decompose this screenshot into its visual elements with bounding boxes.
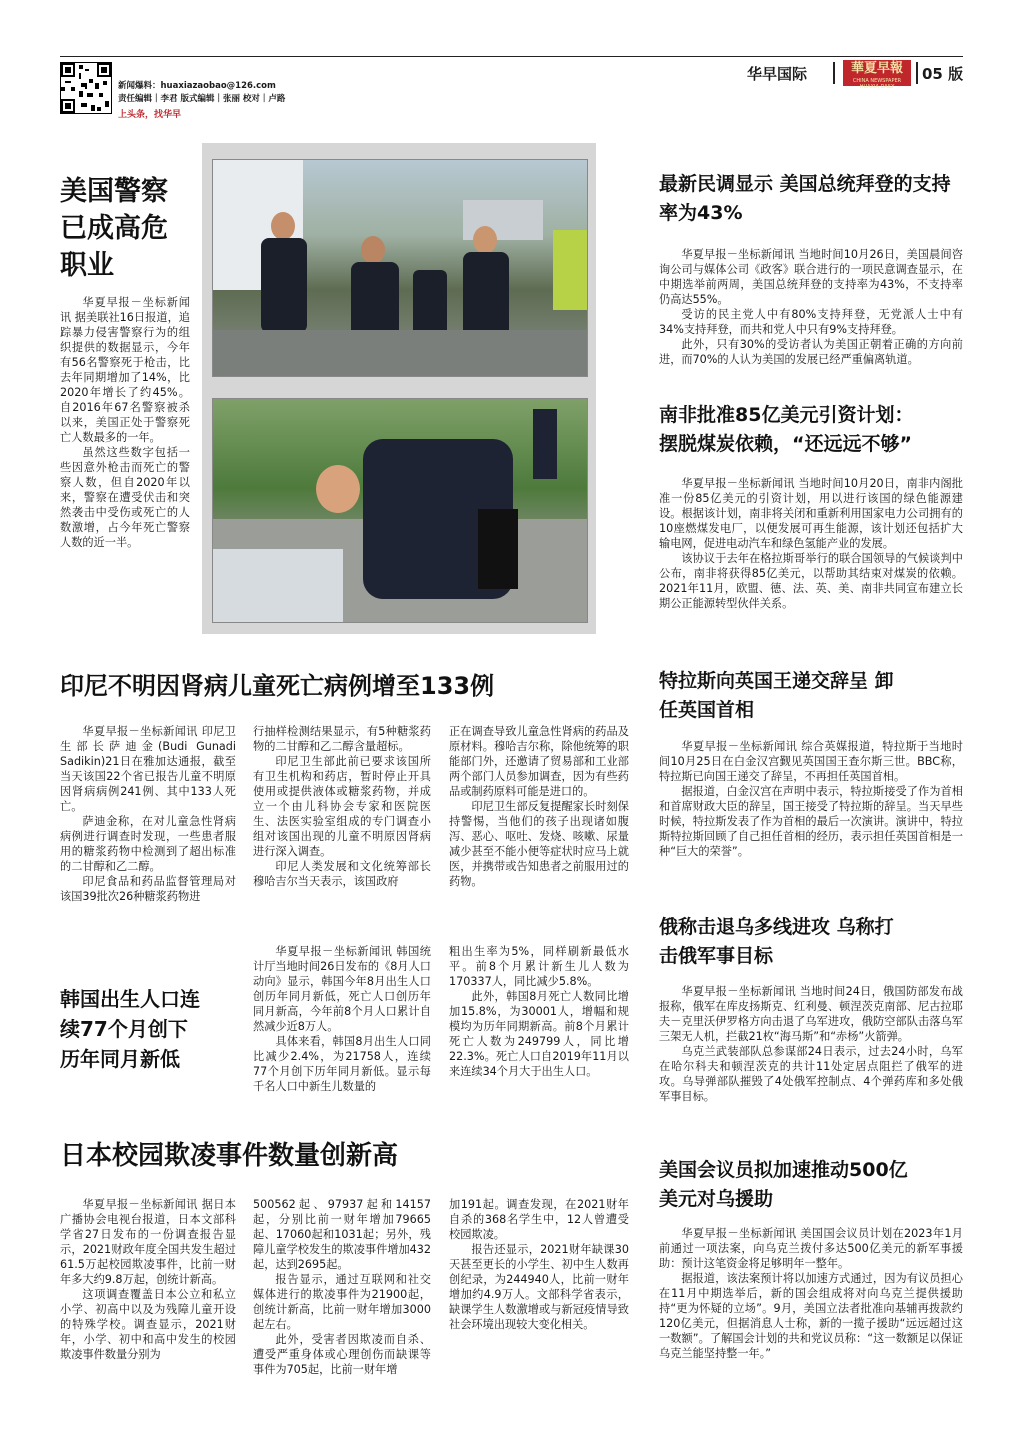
paragraph: 虽然这些数字包括一些因意外枪击而死亡的警察人数，但自2020年以来，警察在遭受伏击和突然袭击中受伤或死亡的人数激增，占今年死亡警察人数的近一半。 (60, 446, 190, 549)
paragraph: 华夏早报－坐标新闻讯 当地时间10月26日，美国晨间咨询公司与媒体公司《政客》联合进行的一项民意调查显示，在中期选举前两周，美国总统拜登的支持率为43%，不支持率仍高达55%。 (659, 248, 963, 306)
paragraph: 这项调查覆盖日本公立和私立小学、初高中以及为残障儿童开设的特殊学校。调查显示，2021财年，小学、初中和高中发生的校园欺凌事件数量分别为 (60, 1288, 236, 1361)
headline-line: 摆脱煤炭依赖，“还远远不够” (659, 433, 912, 455)
headline-japan: 日本校园欺凌事件数量创新高 (60, 1141, 399, 1171)
paragraph: 乌克兰武装部队总参谋部24日表示，过去24小时，乌军在哈尔科夫和顿涅茨克的共计11处定居点阻拦了俄军的进攻。乌导弹部队摧毁了4处俄军控制点、4个弹药库和多处俄军事目标。 (659, 1045, 963, 1103)
qr-code (60, 62, 112, 114)
paragraph: 具体来看，韩国8月出生人口同比减少2.4%，为21758人，连续77个月创下历年同月新低。显示每千名人口中新生儿数量的 (253, 1035, 431, 1093)
headline-congress (659, 1156, 969, 1214)
article-indonesia-col3 (449, 724, 629, 889)
paragraph: 据报道，该法案预计将以加速方式通过，因为有议员担心在11月中期选举后，新的国会组成将对向乌克兰提供援助持“更为怀疑的立场”。9月，美国立法者批准向基辅再拨款约120亿美元，但据消息人士称，新的一揽子援助“远远超过这一数额”。了解国会计划的共和党议员称：“这一数额足以保证乌克兰能坚持整一年。” (659, 1272, 963, 1360)
paragraph: 正在调查导致儿童急性肾病的药品及原材料。穆哈吉尔称，除他统筹的职能部门外，还邀请了贸易部和工业部两个部门人员参加调查，因为有些药品或制药原料可能是进口的。 (449, 725, 629, 798)
paragraph: 萨迪金称，在对儿童急性肾病病例进行调查时发现，一些患者服用的糖浆药物中检测到了超出标准的二甘醇和乙二醇。 (60, 815, 236, 873)
paragraph: 华夏早报－坐标新闻讯 美国国会议员计划在2023年1月前通过一项法案，向乌克兰拨付多达500亿美元的新军事援助：预计这笔资金将足够明年一整年。 (659, 1227, 963, 1270)
article-japan-col1 (60, 1197, 236, 1362)
headline-line: 美国会议员拟加速推动500亿 (659, 1159, 908, 1181)
headline-line: 俄称击退乌多线进攻 乌称打 (659, 916, 894, 938)
paragraph: 印尼食品和药品监督管理局对该国39批次26种糖浆药物进 (60, 875, 236, 903)
masthead-contact: 新闻爆料：huaxiazaobao@126.com (118, 81, 276, 91)
paragraph: 行抽样检测结果显示，有5种糖浆药物的二甘醇和乙二醇含量超标。 (253, 725, 431, 753)
article-japan-col2 (253, 1197, 431, 1377)
paragraph: 粗出生率为5%，同样刷新最低水平。前8个月累计新生儿人数为170337人，同比减少5.8%。 (449, 945, 629, 988)
article-poll (659, 247, 963, 367)
paragraph: 华夏早报－坐标新闻讯 韩国统计厅当地时间26日发布的《8月人口动向》显示，韩国今年8月出生人口创历年同月新低，死亡人口创历年同月新高，今年前8个月人口累计自然减少近8万人。 (253, 945, 431, 1033)
headline-indonesia: 印尼不明因肾病儿童死亡病例增至133例 (60, 672, 495, 700)
headline-line: 续77个月创下 (60, 1017, 188, 1041)
newspaper-logo: 華夏早報 (843, 60, 911, 86)
paragraph: 此外，韩国8月死亡人数同比增加15.8%，为30001人，增幅和规模均为历年同期新高。前8个月累计死亡人数为249799人，同比增22.3%。死亡人口自2019年11月以来连续34个月大于出生人口。 (449, 990, 629, 1078)
paragraph: 印尼人类发展和文化统筹部长穆哈吉尔当天表示，该国政府 (253, 860, 431, 888)
article-indonesia-col1 (60, 724, 236, 904)
headline-line: 任英国首相 (659, 699, 755, 721)
headline-line: 美元对乌援助 (659, 1188, 774, 1210)
headline-line: 南非批准85亿美元引资计划： (659, 404, 914, 426)
article-congress (659, 1226, 963, 1361)
top-rule (60, 56, 963, 57)
paragraph: 华夏早报－坐标新闻讯 据美联社16日报道，追踪暴力侵害警察行为的组织提供的数据显示，今年有56名警察死于枪击，比去年同期增加了14%，比2020年增长了约45%。自2016年67名警察被杀以来，美国正处于警察死亡人数最多的一年。 (60, 296, 190, 444)
paragraph: 华夏早报－坐标新闻讯 当地时间24日，俄国防部发布战报称，俄军在库皮扬斯克、红利曼、顿涅茨克南部、尼古拉耶夫－克里沃伊罗格方向击退了乌军进攻，俄防空部队击落乌军三架无人机，拦截21枚“海马斯”和“赤杨”火箭弹。 (659, 985, 963, 1043)
article-indonesia-col2 (253, 724, 431, 889)
headline-line: 韩国出生人口连 (60, 987, 200, 1011)
paragraph: 华夏早报－坐标新闻讯 据日本广播协会电视台报道，日本文部科学省27日发布的一份调查报告显示，2021财政年度全国共发生超过61.5万起校园欺凌事件，比前一财年多大约9.8万起，创统计新高。 (60, 1198, 236, 1286)
paragraph: 华夏早报－坐标新闻讯 印尼卫生部长萨迪金(Budi Gunadi Sadikin)21日在雅加达通报，截至当天该国22个省已报告儿童不明原因肾病病例241例、其中133人死亡。 (60, 725, 236, 813)
headline-south-africa (659, 401, 979, 459)
headline-line: 击俄军事目标 (659, 945, 774, 967)
page-number: 05 版 (922, 65, 964, 83)
article-korea-col2 (449, 944, 629, 1079)
paragraph: 加191起。调查发现，在2021财年自杀的368名学生中，12人曾遭受校园欺凌。 (449, 1198, 629, 1241)
article-japan-col3 (449, 1197, 629, 1332)
headline-line: 特拉斯向英国王递交辞呈 卸 (659, 670, 894, 692)
police-officer-at-car-photo (212, 398, 588, 623)
headline-police: 美国警察已成高危职业 (60, 176, 168, 281)
masthead-slogan: 上头条，找华早 (118, 110, 182, 120)
paragraph: 报告还显示，2021财年缺课30天甚至更长的小学生、初中生人数再创纪录，为244940人，比前一财年增加约4.9万人。文部科学省表示，缺课学生人数激增或与新冠疫情导致社会环境出现较大变化相关。 (449, 1243, 629, 1331)
paragraph: 华夏早报－坐标新闻讯 当地时间10月20日，南非内阁批准一份85亿美元的引资计划，用以进行该国的绿色能源建设。根据该计划，南非将关闭和重新利用国家电力公司拥有的10座燃煤发电厂，以便发展可再生能源，该计划还包括扩大输电网，促进电动汽车和绿色氢能产业的发展。 (659, 477, 963, 550)
headline-ukraine (659, 913, 969, 971)
headline-korea (60, 984, 250, 1074)
paragraph: 此外，受害者因欺凌而自杀、遭受严重身体或心理创伤而缺课等事件为705起，比前一财年增 (253, 1333, 431, 1376)
section-name: 华早国际 (747, 65, 808, 83)
paragraph: 此外，只有30%的受访者认为美国正朝着正确的方向前进，而70%的人认为美国的发展已经严重偏离轨道。 (659, 338, 963, 366)
headline-poll: 最新民调显示 美国总统拜登的支持率为43% (659, 173, 951, 224)
paragraph: 受访的民主党人中有80%支持拜登，无党派人士中有34%支持拜登，而共和党人中只有9%支持拜登。 (659, 308, 963, 336)
divider (833, 62, 835, 84)
paragraph: 该协议于去年在格拉斯哥举行的联合国领导的气候谈判中公布，南非将获得85亿美元，以帮助其结束对煤炭的依赖。2021年11月，欧盟、德、法、英、美、南非共同宣布建立长期公正能源转型伙伴关系。 (659, 552, 963, 610)
masthead-editors: 责任编辑｜李君 版式编辑｜张丽 校对｜卢路 (118, 94, 286, 104)
paragraph: 报告显示，通过互联网和社交媒体进行的欺凌事件为21900起，创统计新高，比前一财年增加3000起左右。 (253, 1273, 431, 1331)
paragraph: 华夏早报－坐标新闻讯 综合英媒报道，特拉斯于当地时间10月25日在白金汉宫觐见英国国王查尔斯三世。BBC称，特拉斯已向国王递交了辞呈，不再担任英国首相。 (659, 740, 963, 783)
article-truss (659, 739, 963, 859)
article-korea-col1 (253, 944, 431, 1094)
police-officers-walking-photo (212, 159, 588, 377)
article-ukraine (659, 984, 963, 1104)
paragraph: 印尼卫生部此前已要求该国所有卫生机构和药店，暂时停止开具使用或提供液体或糖浆药物，并成立一个由儿科协会专家和医院医生、法医实验室组成的专门调查小组对该国出现的儿童不明原因肾病进行深入调查。 (253, 755, 431, 858)
headline-line: 历年同月新低 (60, 1047, 180, 1071)
article-south-africa (659, 476, 963, 611)
paragraph: 印尼卫生部反复提醒家长时刻保持警惕，当他们的孩子出现诸如腹泻、恶心、呕吐、发烧、咳嗽、尿量减少甚至不能小便等症状时应马上就医，并携带或告知患者之前服用过的药物。 (449, 800, 629, 888)
divider (916, 62, 918, 84)
headline-truss (659, 667, 969, 725)
paragraph: 500562起、97937起和14157起，分别比前一财年增加79665起、17060起和1031起；另外，残障儿童学校发生的欺凌事件增加432起，达到2695起。 (253, 1198, 431, 1271)
newspaper-logo-subtitle: CHINA NEWSPAPER HUAXIA DAILY (852, 78, 902, 90)
paragraph: 据报道，白金汉宫在声明中表示，特拉斯接受了作为首相和首席财政大臣的辞呈，国王接受了特拉斯的辞呈。当天早些时候，特拉斯发表了作为首相的最后一次演讲。演讲中，特拉斯特拉斯回顾了自己担任首相的经历，表示担任英国首相是一种“巨大的荣誉”。 (659, 785, 963, 858)
article-police (60, 295, 190, 550)
